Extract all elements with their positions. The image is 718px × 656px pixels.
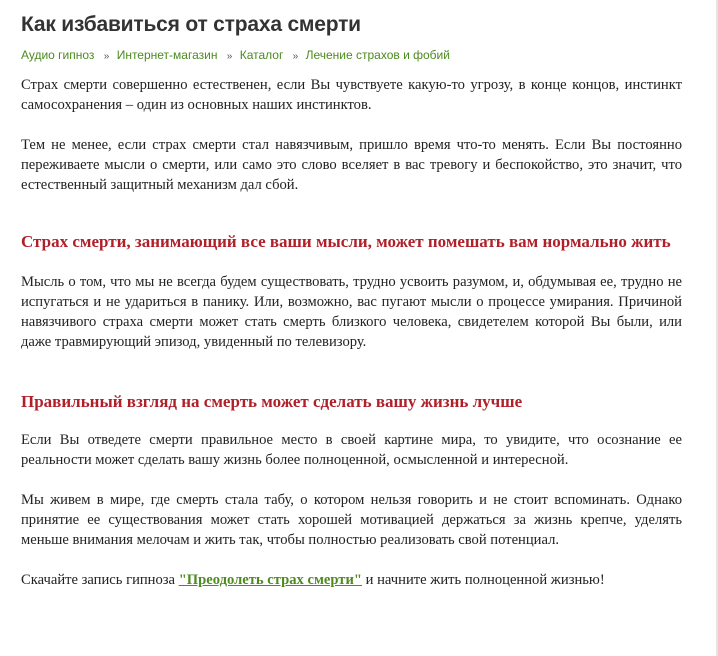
breadcrumb-item-audio-hypnosis[interactable]: Аудио гипноз [21, 48, 95, 62]
paragraph-right-place: Если Вы отведете смерти правильное место в своей картине мира, то увидите, что осознание ее реальности может сделать вашу жизнь более полноценной, осмысленной и интересной. [21, 432, 682, 468]
cta-text-before: Скачайте запись гипноза [21, 572, 179, 588]
paragraph-obsessive-fear: Тем не менее, если страх смерти стал навязчивым, пришло время что-то менять. Если Вы постоянно переживаете мысли о смерти, или само это слово вселяет в вас тревогу и беспокойство, это значит, что естественный защитный механизм дал сбой. [21, 137, 682, 193]
paragraph-taboo: Мы живем в мире, где смерть стала табу, о котором нельзя говорить и не стоит вспоминать. Однако принятие ее существования может стать хорошей мотивацией держаться за жизнь крепче, уделять меньше внимания мелочам и жить так, чтобы полностью реализовать свой потенциал. [21, 492, 682, 548]
paragraph-intro: Страх смерти совершенно естественен, если Вы чувствуете какую-то угрозу, в конце концов, инстинкт самосохранения – один из основных наших инстинктов. [21, 77, 682, 113]
hypnosis-download-link[interactable]: "Преодолеть страх смерти" [178, 572, 362, 588]
breadcrumb [21, 47, 682, 65]
page-title: Как избавиться от страха смерти [21, 13, 361, 36]
breadcrumb-separator: » [292, 51, 299, 62]
breadcrumb-separator: » [103, 51, 110, 62]
cta-text-after: и начните жить полноценной жизнью! [361, 572, 605, 588]
breadcrumb-item-online-store[interactable]: Интернет-магазин [116, 48, 218, 62]
breadcrumb-separator: » [226, 51, 233, 62]
section-heading-fear-interferes: Страх смерти, занимающий все ваши мысли, может помешать вам нормально жить [21, 232, 671, 251]
section-heading-right-view: Правильный взгляд на смерть может сделать вашу жизнь лучше [21, 392, 523, 411]
paragraph-call-to-action [21, 570, 682, 590]
paragraph-causes: Мысль о том, что мы не всегда будем существовать, трудно усвоить разумом, и, обдумывая ее, трудно не испугаться и не удариться в панику. Или, возможно, вас пугают мысли о процессе умирания. Причиной навязчивого страха смерти может стать смерть близкого человека, свидетелем которой Вы были, или даже травмирующий эпизод, увиденный по телевизору. [21, 274, 682, 350]
breadcrumb-item-catalog[interactable]: Каталог [239, 48, 284, 62]
article-body [21, 75, 682, 590]
breadcrumb-item-fears-treatment[interactable]: Лечение страхов и фобий [305, 48, 450, 62]
article-page [21, 12, 682, 610]
